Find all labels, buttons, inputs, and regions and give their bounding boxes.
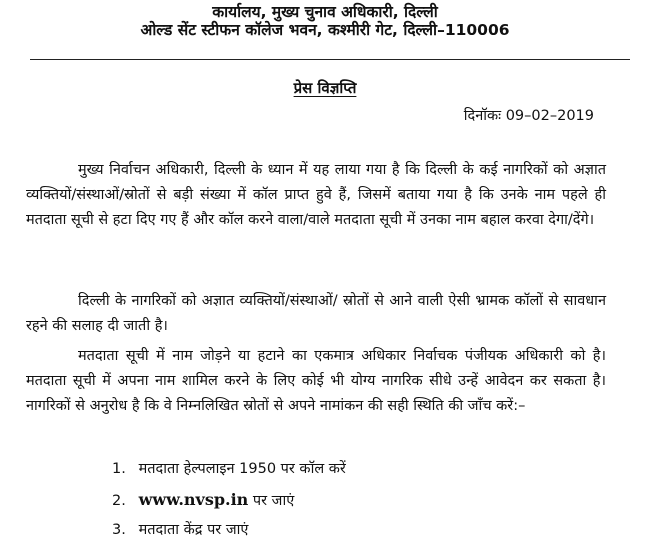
list-number: 1.	[112, 461, 126, 477]
list-item	[112, 519, 248, 540]
office-name: कार्यालय, मुख्य चुनाव अधिकारी, दिल्ली	[212, 3, 438, 21]
paragraph-advisory	[26, 289, 606, 339]
list-text: मतदाता केंद्र पर जाएं	[138, 522, 249, 538]
page-title	[0, 78, 650, 98]
paragraph-authority	[26, 344, 606, 419]
press-release-heading: प्रेस विज्ञप्ति	[293, 79, 357, 97]
nvsp-website-link[interactable]: www.nvsp.in	[138, 490, 249, 509]
date-value: 09–02–2019	[505, 108, 594, 124]
list-item	[112, 489, 294, 512]
list-item	[112, 458, 346, 480]
paragraph-warning-calls	[26, 158, 606, 233]
list-number: 2.	[112, 493, 126, 509]
list-number: 3.	[112, 522, 126, 538]
date-label: दिनॉकः	[463, 108, 502, 124]
office-address: ओल्ड सेंट स्टीफन कॉलेज भवन, कश्मीरी गेट, दिल्ली–110006	[140, 21, 510, 39]
header-divider	[30, 59, 630, 60]
list-text: मतदाता हेल्पलाइन 1950 पर कॉल करें	[138, 461, 346, 477]
list-text: पर जाएं	[248, 493, 295, 509]
paragraph-text: मुख्य निर्वाचन अधिकारी, दिल्ली के ध्यान में यह लाया गया है कि दिल्ली के कई नागरिकों को अज्ञात व्यक्तियों/संस्थाओं/स्रोतों से बड़ी संख्या में कॉल प्राप्त हुवे हैं, जिसमें बताया गया है कि उनके नाम पहले ही मतदाता सूची से हटा दिए गए हैं और कॉल करने वाला/वाले मतदाता सूची में उनका नाम बहाल करवा देगा/देंगे।	[26, 162, 606, 228]
paragraph-text: दिल्ली के नागरिकों को अज्ञात व्यक्तियों/संस्थाओं/ स्रोतों से आने वाली ऐसी भ्रामक कॉलों से सावधान रहने की सलाह दी जाती है।	[26, 293, 606, 334]
paragraph-text: मतदाता सूची में नाम जोड़ने या हटाने का एकमात्र अधिकार निर्वाचक पंजीयक अधिकारी को है। मतदाता सूची में अपना नाम शामिल करने के लिए कोई भी योग्य नागरिक सीधे उन्हें आवेदन कर सकता है। नागरिकों से अनुरोध है कि वे निम्नलिखित स्रोतों से अपने नामांकन की सही स्थिति की जाँच करें:–	[26, 348, 606, 414]
date-line	[464, 106, 594, 126]
